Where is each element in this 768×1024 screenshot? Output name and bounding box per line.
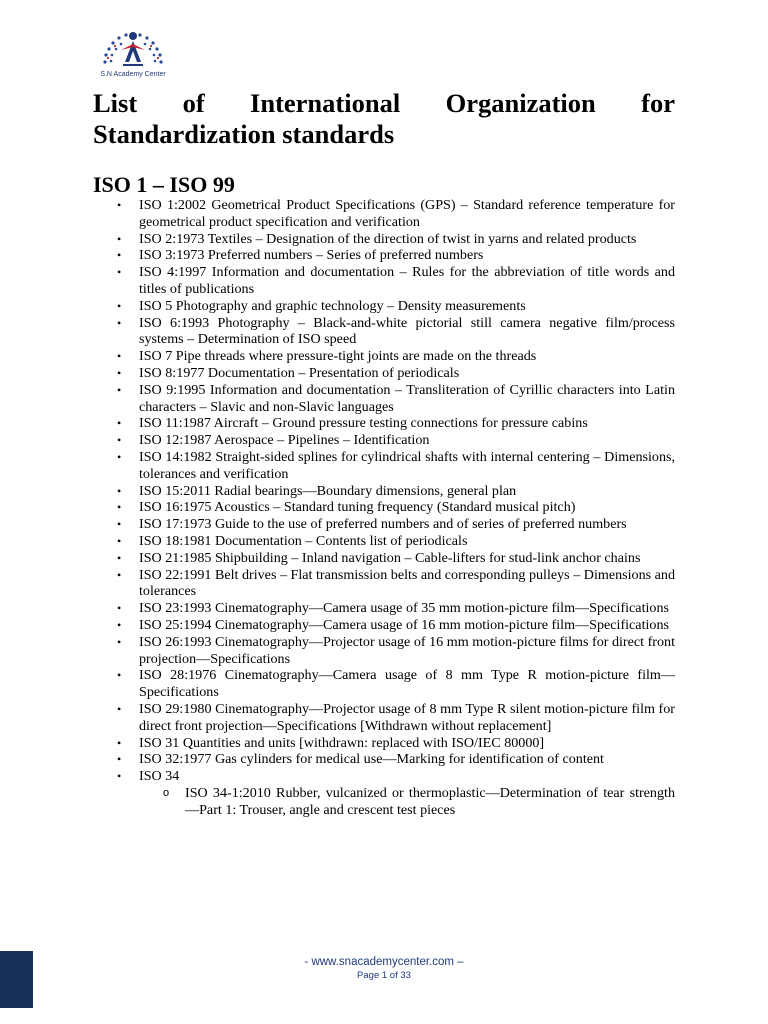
list-item: • ISO 1:2002 Geometrical Product Specifications (GPS) – Standard reference temperature for geometrical product specification and verification — [139, 197, 675, 231]
logo-text: S.N Academy Center — [100, 71, 166, 78]
list-item: • ISO 28:1976 Cinematography—Camera usage of 8 mm Type R motion-picture film—Specifications — [139, 667, 675, 701]
list-item: • ISO 4:1997 Information and documentation – Rules for the abbreviation of title words and titles of publications — [139, 264, 675, 298]
list-item: • ISO 17:1973 Guide to the use of preferred numbers and of series of preferred numbers — [139, 516, 675, 533]
list-item: • ISO 5 Photography and graphic technology – Density measurements — [139, 298, 675, 315]
list-item: • ISO 12:1987 Aerospace – Pipelines – Identification — [139, 432, 675, 449]
page-number: Page 1 of 33 — [357, 970, 411, 981]
list-item: • ISO 3:1973 Preferred numbers – Series of preferred numbers — [139, 247, 675, 264]
list-item-iso-34 — [139, 768, 675, 818]
section-heading: ISO 1 – ISO 99 — [93, 172, 235, 197]
list-item-label: ISO 34 — [139, 768, 180, 785]
list-item: • ISO 32:1977 Gas cylinders for medical use—Marking for identification of content — [139, 751, 675, 768]
list-item: • ISO 22:1991 Belt drives – Flat transmission belts and corresponding pulleys – Dimensions and tolerances — [139, 567, 675, 601]
list-item: • ISO 9:1995 Information and documentation – Transliteration of Cyrillic characters into Latin characters – Slavic and non-Slavic languages — [139, 382, 675, 416]
sub-list — [139, 785, 675, 819]
list-item: • ISO 11:1987 Aircraft – Ground pressure testing connections for pressure cabins — [139, 415, 675, 432]
logo — [95, 28, 171, 90]
standards-list — [139, 197, 675, 818]
list-item: • ISO 14:1982 Straight-sided splines for cylindrical shafts with internal centering – Dimensions, tolerances and verification — [139, 449, 675, 483]
list-item: • ISO 21:1985 Shipbuilding – Inland navigation – Cable-lifters for stud-link anchor chains — [139, 550, 675, 567]
side-bar — [0, 951, 33, 1008]
list-item: • ISO 25:1994 Cinematography—Camera usage of 16 mm motion-picture film—Specifications — [139, 617, 675, 634]
list-item: • ISO 2:1973 Textiles – Designation of the direction of twist in yarns and related products — [139, 231, 675, 248]
list-item: • ISO 31 Quantities and units [withdrawn: replaced with ISO/IEC 80000] — [139, 735, 675, 752]
academy-emblem-icon — [95, 28, 171, 70]
list-item: • ISO 29:1980 Cinematography—Projector usage of 8 mm Type R silent motion-picture film for direct front projection—Specifications [Withdrawn without replacement] — [139, 701, 675, 735]
list-item: • ISO 8:1977 Documentation – Presentation of periodicals — [139, 365, 675, 382]
list-item: • ISO 23:1993 Cinematography—Camera usage of 35 mm motion-picture film—Specifications — [139, 600, 675, 617]
sub-list-item: o ISO 34-1:2010 Rubber, vulcanized or thermoplastic—Determination of tear strength—Part 1: Trouser, angle and crescent test pieces — [185, 785, 675, 819]
page-title: List of International Organization for Standardization standards — [93, 88, 675, 149]
list-item: • ISO 26:1993 Cinematography—Projector usage of 16 mm motion-picture films for direct front projection—Specifications — [139, 634, 675, 668]
list-item: • ISO 7 Pipe threads where pressure-tight joints are made on the threads — [139, 348, 675, 365]
list-item: • ISO 18:1981 Documentation – Contents list of periodicals — [139, 533, 675, 550]
list-item: • ISO 16:1975 Acoustics – Standard tuning frequency (Standard musical pitch) — [139, 499, 675, 516]
list-item: • ISO 6:1993 Photography – Black-and-white pictorial still camera negative film/process systems – Determination of ISO speed — [139, 315, 675, 349]
footer-url: - www.snacademycenter.com – — [304, 956, 464, 968]
list-item: • ISO 15:2011 Radial bearings—Boundary dimensions, general plan — [139, 483, 675, 500]
